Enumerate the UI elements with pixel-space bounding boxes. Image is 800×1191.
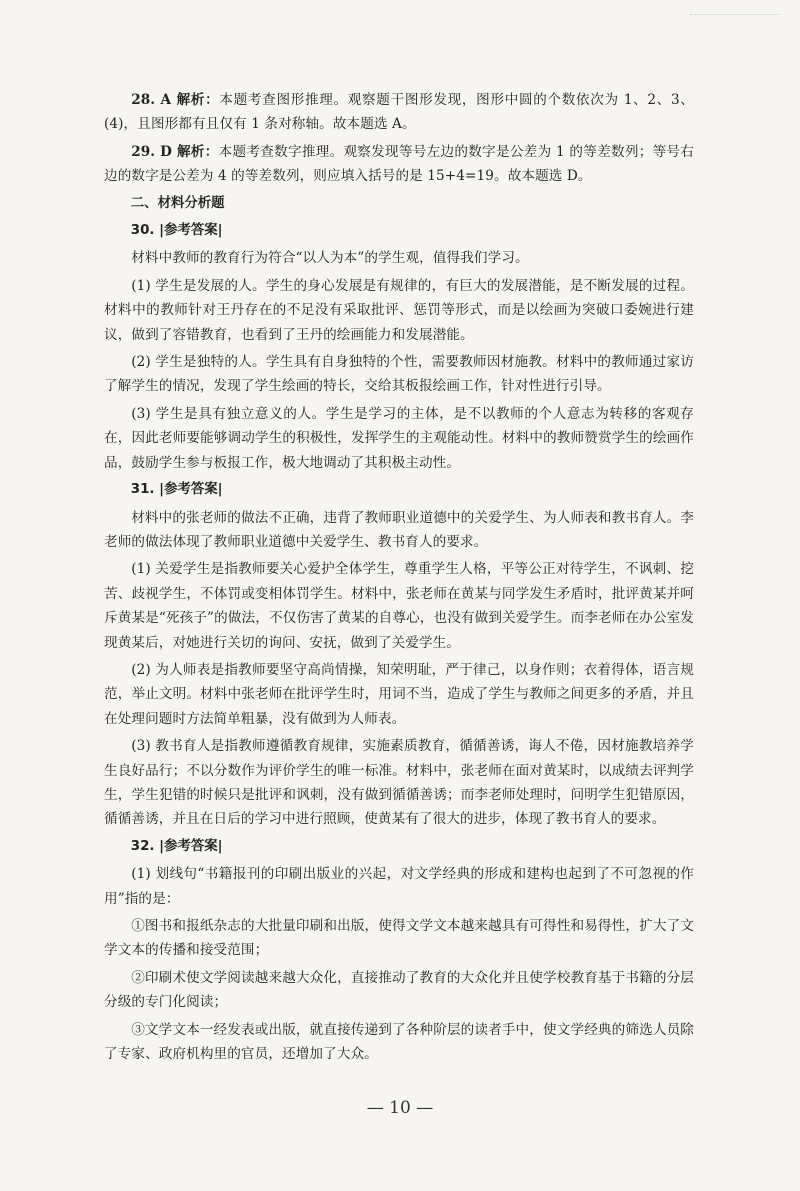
q31-point-2: (2) 为人师表是指教师要坚守高尚情操，知荣明耻，严于律己，以身作则；衣着得体，语言规范，举止文明。材料中张老师在批评学生时，用词不当，造成了学生与教师之间更多的矛盾，并且在处理问题时方法简单粗暴，没有做到为人师表。 <box>104 661 694 727</box>
q32-point-1: ①图书和报纸杂志的大批量印刷和出版，使得文学文本越来越具有可得性和易得性，扩大了文学文本的传播和接受范围； <box>104 918 694 959</box>
q30-point-3: (3) 学生是具有独立意义的人。学生是学习的主体，是不以教师的个人意志为转移的客观存在，因此老师要能够调动学生的积极性，发挥学生的主观能动性。材料中的教师赞赏学生的绘画作品，鼓励学生参与板报工作，极大地调动了其积极主动性。 <box>104 405 694 471</box>
q32-point-2: ②印刷术使文学阅读越来越大众化，直接推动了教育的大众化并且使学校教育基于书籍的分层分级的专门化阅读； <box>104 969 694 1011</box>
answer-29 <box>104 140 694 189</box>
q31-heading: 31. |参考答案| <box>130 482 223 498</box>
q30-intro: 材料中教师的教育行为符合“以人为本”的学生观，值得我们学习。 <box>131 250 529 267</box>
q31-point-1: (1) 关爱学生是指教师要关心爱护全体学生，尊重学生人格，平等公正对待学生，不讽刺、挖苦、歧视学生，不体罚或变相体罚学生。材料中，张老师在黄某与同学发生矛盾时，批评黄某并呵斥黄某是“死孩子”的做法，不仅伤害了黄某的自尊心，也没有做到关爱学生。而李老师在办公室发现黄某后，对她进行关切的询问、安抚，做到了关爱学生。 <box>104 561 694 651</box>
q32-point-3: ③文学文本一经发表或出版，就直接传递到了各种阶层的读者手中，使文学经典的筛选人员除了专家、政府机构里的官员，还增加了大众。 <box>104 1021 694 1063</box>
answer-content <box>104 88 694 1069</box>
answer-28-label: 28. A 解析： <box>131 92 220 108</box>
answer-29-label: 29. D 解析： <box>131 143 219 160</box>
q32-intro: (1) 划线句“书籍报刊的印刷出版业的兴起，对文学经典的形成和建构也起到了不可忽视的作用”指的是： <box>104 866 694 907</box>
q31-intro: 材料中的张老师的做法不正确，违背了教师职业道德中的关爱学生、为人师表和教书育人。李老师的做法体现了教师职业道德中关爱学生、教书育人的要求。 <box>104 509 694 550</box>
answer-29-text: 本题考查数字推理。观察发现等号左边的数字是公差为 1 的等差数列；等号右边的数字是公差为 4 的等差数列，则应填入括号的是 15+4=19。故本题选 D。 <box>104 143 694 185</box>
q32-heading: 32. |参考答案| <box>130 838 223 854</box>
q30-point-1: (1) 学生是发展的人。学生的身心发展是有规律的，有巨大的发展潜能，是不断发展的过程。材料中的教师针对王丹存在的不足没有采取批评、惩罚等形式，而是以绘画为突破口委婉进行建议，做到了容错教育，也看到了王丹的绘画能力和发展潜能。 <box>104 277 694 343</box>
q30-point-2: (2) 学生是独特的人。学生具有自身独特的个性，需要教师因材施教。材料中的教师通过家访了解学生的情况，发现了学生绘画的特长，交给其板报绘画工作，针对性进行引导。 <box>104 354 694 395</box>
section-heading: 二、材料分析题 <box>130 195 225 211</box>
answer-28-text: 本题考查图形推理。观察题干图形发现，图形中圆的个数依次为 1、2、3、(4)，且图形都有且仅有 1 条对称轴。故本题选 A。 <box>104 92 694 133</box>
answer-28 <box>104 88 694 137</box>
scan-edge-mark <box>690 0 780 15</box>
page-number: — 10 — <box>366 1098 434 1118</box>
q31-point-3: (3) 教书育人是指教师遵循教育规律，实施素质教育，循循善诱，诲人不倦，因材施教培养学生良好品行；不以分数作为评价学生的唯一标准。材料中，张老师在面对黄某时，以成绩去评判学生，学生犯错的时候只是批评和讽刺，没有做到循循善诱；而李老师处理时，问明学生犯错原因，循循善诱，并且在日后的学习中进行照顾，使黄某有了很大的进步，体现了教书育人的要求。 <box>104 738 694 828</box>
q30-heading: 30. |参考答案| <box>130 223 223 239</box>
